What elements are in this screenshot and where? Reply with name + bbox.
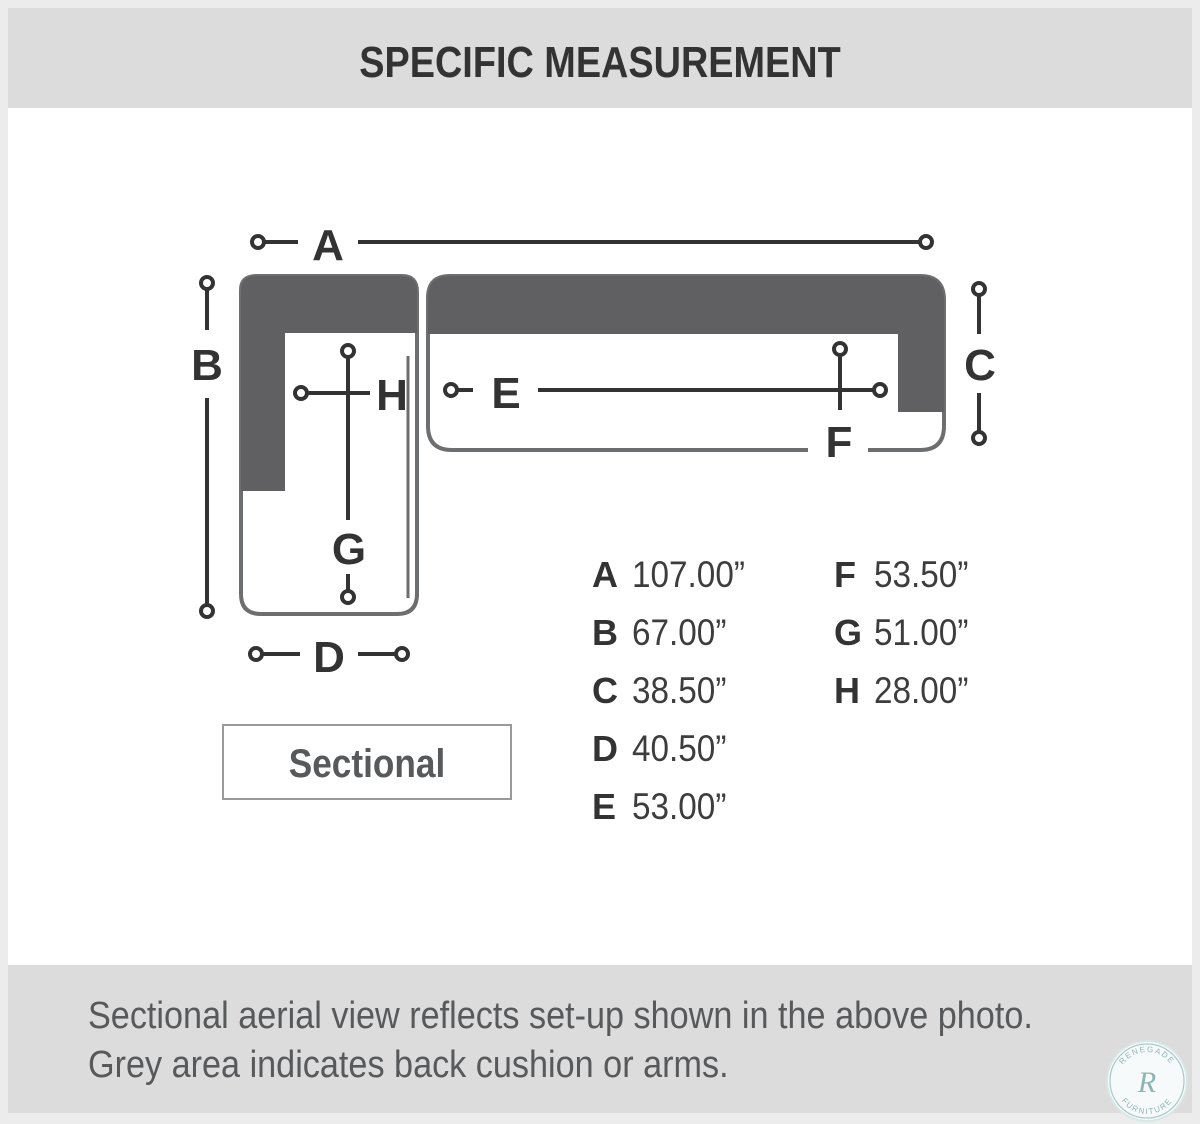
logo-bottom-text: FURNITURE (1119, 1096, 1175, 1117)
measurement-value: 51.00” (874, 612, 969, 653)
measurement-value: 38.50” (632, 670, 727, 711)
measurement-row (592, 554, 758, 604)
dim-a-endpoint-left (252, 236, 264, 248)
dim-label-e: E (491, 369, 521, 418)
measurement-value: 107.00” (632, 554, 745, 595)
dim-d-endpoint-left (250, 648, 262, 660)
measurement-value: 40.50” (632, 728, 727, 769)
dim-label-f: F (825, 418, 853, 467)
diagram-frame (8, 8, 1192, 1113)
dim-label-c: C (964, 341, 996, 390)
measurement-key: A (592, 554, 618, 595)
dim-b-endpoint-top (201, 277, 213, 289)
dim-g-endpoint-bottom (342, 591, 354, 603)
dim-label-b: B (191, 341, 223, 390)
dim-f-endpoint-top (834, 343, 846, 355)
measurement-row (834, 554, 979, 604)
measurement-row (834, 670, 979, 720)
measurement-value: 28.00” (874, 670, 969, 711)
measurement-key: H (834, 670, 860, 711)
dim-e-endpoint-right (874, 384, 886, 396)
measurement-value: 53.50” (874, 554, 969, 595)
measurement-row (592, 670, 737, 720)
left-sectional-piece (241, 276, 417, 614)
measurement-key: E (592, 786, 617, 827)
dim-a-endpoint-right (920, 236, 932, 248)
measurement-value: 53.00” (632, 786, 727, 827)
measurement-row (834, 612, 979, 662)
measurement-value: 67.00” (632, 612, 727, 653)
dim-label-a: A (312, 221, 344, 270)
dim-c-endpoint-top (973, 283, 985, 295)
logo-top-text: RENEGADE (1117, 1044, 1177, 1067)
page-title: SPECIFIC MEASUREMENT (359, 38, 841, 87)
logo-letter: R (1137, 1066, 1157, 1099)
measurement-key: G (834, 612, 863, 653)
measurement-row (592, 612, 737, 662)
dim-d-endpoint-right (396, 648, 408, 660)
measurement-row (592, 786, 737, 836)
dim-h-endpoint-left (295, 387, 307, 399)
measurement-key: B (592, 612, 618, 653)
sectional-label: Sectional (288, 742, 446, 786)
measurement-key: F (834, 554, 856, 595)
footer-note-line-1: Sectional aerial view reflects set-up shown in the above photo. (88, 995, 1033, 1037)
measurement-key: C (592, 670, 618, 711)
renegade-furniture-logo (1104, 1038, 1190, 1124)
dim-label-g: G (331, 525, 367, 574)
dim-label-d: D (313, 633, 345, 682)
measurement-row (592, 728, 737, 778)
dim-b-endpoint-bottom (201, 605, 213, 617)
sectional-label-box (222, 724, 512, 800)
footer-note-line-2: Grey area indicates back cushion or arms. (88, 1044, 729, 1086)
dim-g-endpoint-top (342, 345, 354, 357)
dim-e-endpoint-left (445, 384, 457, 396)
footer-bar (8, 965, 1192, 1113)
dim-label-h: H (376, 371, 408, 420)
measurement-key: D (592, 728, 618, 769)
dim-c-endpoint-bottom (973, 432, 985, 444)
